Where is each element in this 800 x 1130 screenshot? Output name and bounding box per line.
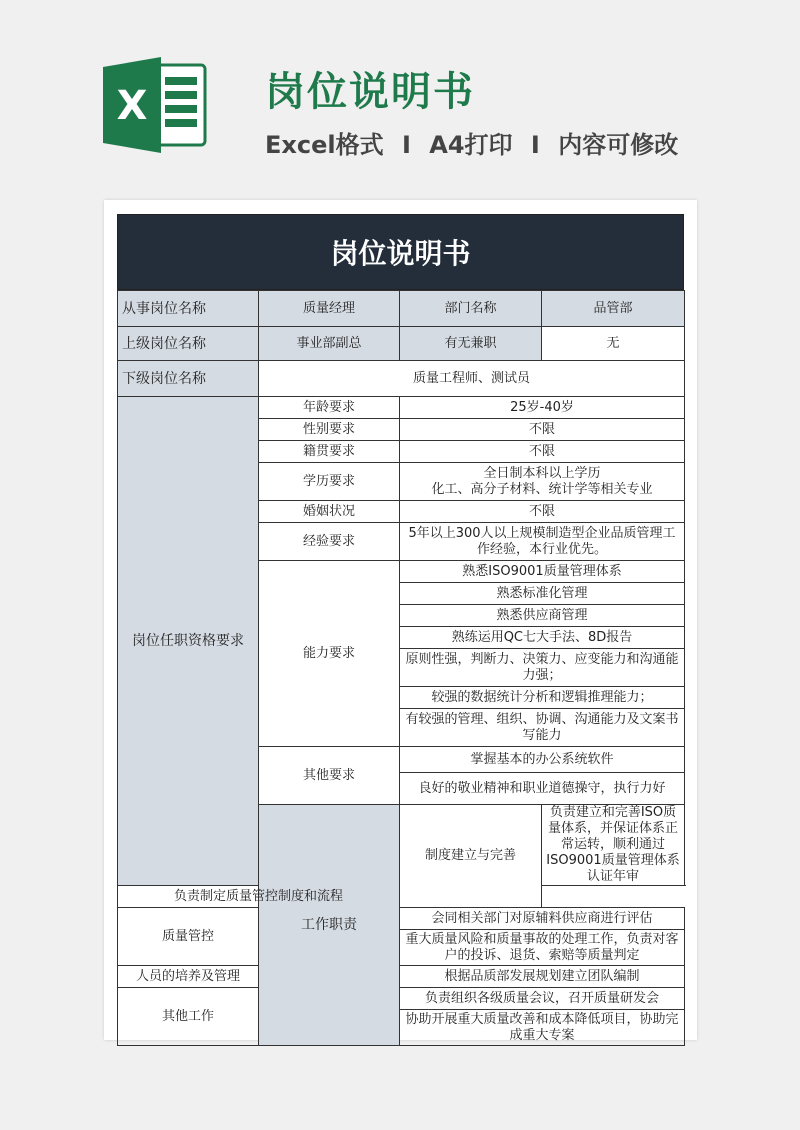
ability-item[interactable]: 熟悉供应商管理 [400, 605, 685, 627]
edu-line: 化工、高分子材料、统计学等相关专业 [431, 481, 653, 497]
subordinate-value[interactable]: 质量工程师、测试员 [259, 361, 685, 397]
dept-label: 部门名称 [400, 291, 542, 327]
exp-value[interactable]: 5年以上300人以上规模制造型企业品质管理工作经验，本行业优先。 [400, 523, 685, 561]
superior-label: 上级岗位名称 [118, 327, 259, 361]
ability-item[interactable]: 有较强的管理、组织、协调、沟通能力及文案书写能力 [400, 709, 685, 747]
ability-label: 能力要求 [259, 561, 400, 747]
other-item[interactable]: 良好的敬业精神和职业道德操守，执行力好 [400, 773, 685, 805]
training-value[interactable]: 根据品质部发展规划建立团队编制 [400, 966, 685, 988]
gender-value[interactable]: 不限 [400, 419, 685, 441]
training-label: 人员的培养及管理 [118, 966, 259, 988]
ability-item[interactable]: 熟悉ISO9001质量管理体系 [400, 561, 685, 583]
table-row [118, 361, 685, 397]
age-label: 年龄要求 [259, 397, 400, 419]
qc-item[interactable]: 会同相关部门对原辅料供应商进行评估 [400, 908, 685, 930]
edu-label: 学历要求 [259, 463, 400, 501]
table-row [118, 291, 685, 327]
subtitle-editable: 内容可修改 [558, 131, 679, 159]
others-item[interactable]: 负责组织各级质量会议，召开质量研发会 [400, 988, 685, 1010]
marital-value[interactable]: 不限 [400, 501, 685, 523]
superior-value[interactable]: 事业部副总 [259, 327, 400, 361]
edu-line: 全日制本科以上学历 [483, 465, 601, 481]
position-value[interactable]: 质量经理 [259, 291, 400, 327]
page-subtitle [265, 125, 678, 160]
exp-label: 经验要求 [259, 523, 400, 561]
page-header [0, 0, 800, 190]
concurrent-label: 有无兼职 [400, 327, 542, 361]
table-row [118, 988, 685, 1010]
other-label: 其他要求 [259, 747, 400, 805]
job-description-sheet [117, 214, 684, 1046]
marital-label: 婚姻状况 [259, 501, 400, 523]
age-value[interactable]: 25岁-40岁 [400, 397, 685, 419]
ability-item[interactable]: 熟悉标准化管理 [400, 583, 685, 605]
qc-label: 质量管控 [118, 908, 259, 966]
job-table [117, 290, 685, 1046]
edu-value[interactable] [400, 463, 685, 501]
subtitle-separator: I [530, 131, 540, 159]
ability-item[interactable]: 熟练运用QC七大手法、8D报告 [400, 627, 685, 649]
others-label: 其他工作 [118, 988, 259, 1046]
origin-value[interactable]: 不限 [400, 441, 685, 463]
excel-icon [103, 57, 207, 153]
table-row [118, 966, 685, 988]
page-title: 岗位说明书 [265, 69, 475, 115]
gender-label: 性别要求 [259, 419, 400, 441]
subtitle-print: A4打印 [429, 131, 513, 159]
table-row [118, 327, 685, 361]
ability-item[interactable]: 原则性强，判断力、决策力、应变能力和沟通能力强； [400, 649, 685, 687]
position-label: 从事岗位名称 [118, 291, 259, 327]
ability-item[interactable]: 较强的数据统计分析和逻辑推理能力； [400, 687, 685, 709]
table-row [118, 397, 685, 419]
origin-label: 籍贯要求 [259, 441, 400, 463]
qc-item[interactable]: 重大质量风险和质量事故的处理工作，负责对客户的投诉、退货、索赔等质量判定 [400, 930, 685, 966]
system-item[interactable]: 负责制定质量管控制度和流程 [118, 886, 400, 908]
system-item[interactable]: 负责建立和完善ISO质量体系，并保证体系正常运转，顺利通过ISO9001质量管理体系认证年审 [542, 805, 685, 886]
subtitle-format: Excel格式 [265, 131, 384, 159]
qualifications-section: 岗位任职资格要求 [118, 397, 259, 886]
others-item[interactable]: 协助开展重大质量改善和成本降低项目，协助完成重大专案 [400, 1010, 685, 1046]
other-item[interactable]: 掌握基本的办公系统软件 [400, 747, 685, 773]
subordinate-label: 下级岗位名称 [118, 361, 259, 397]
sheet-title: 岗位说明书 [117, 214, 684, 290]
subtitle-separator: I [401, 131, 411, 159]
duties-section: 工作职责 [259, 805, 400, 1046]
system-label: 制度建立与完善 [400, 805, 542, 908]
logo-letter: X [116, 83, 148, 129]
dept-value[interactable]: 品管部 [542, 291, 685, 327]
table-row [118, 908, 685, 930]
concurrent-value[interactable]: 无 [542, 327, 685, 361]
